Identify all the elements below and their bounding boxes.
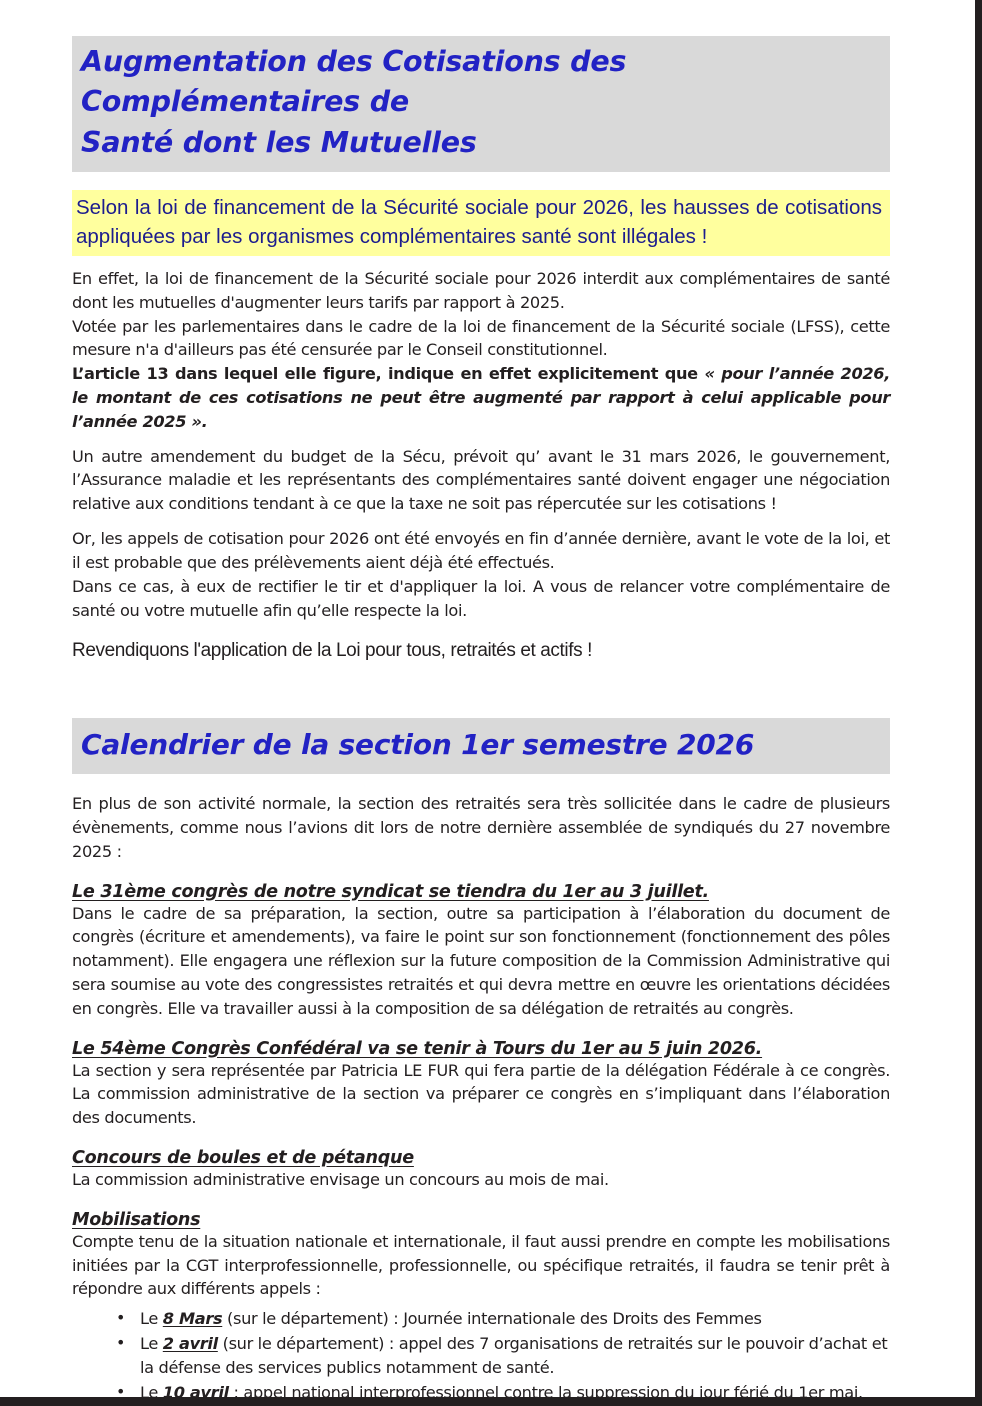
highlighted-lead-paragraph: Selon la loi de financement de la Sécurité sociale pour 2026, les hausses de cotisations appliquées par les organismes complémentaires santé sont illégales ! — [72, 190, 890, 256]
paragraph-congres-preparation: Dans le cadre de sa préparation, la section, outre sa participation à l’élaboration du document de congrès (écriture et amendements), va faire le point sur son fonctionnement (fonctionnement des pôles notamment). Elle engagera une réflexion sur la future composition de la Commission Administrative qui sera soumise au vote des congressistes retraités et qui devra mettre en œuvre les orientations décidées en congrès. Elle va travailler aussi à la composition de sa délégation de retraités au congrès. — [72, 903, 890, 1018]
mobilisations-bullet-list — [72, 1307, 890, 1404]
paragraph-calendrier-intro: En plus de son activité normale, la section des retraités sera très sollicitée dans le cadre de plusieurs évènements, comme nous l’avions dit lors de notre dernière assemblée de syndiqués du 27 novembre 2025 : — [72, 794, 890, 861]
spacer — [72, 774, 890, 792]
article-13-lead-in: L’article 13 dans lequel elle figure, indique en effet explicitement que — [72, 364, 705, 384]
bullet-text: (sur le département) : appel des 7 organisations de retraités sur le pouvoir d’achat et la défense des services publics notamment de santé. — [140, 1334, 888, 1377]
bullet-prefix: Le — [140, 1309, 163, 1329]
spacer — [72, 434, 890, 445]
paragraph-rectifier: Dans ce cas, à eux de rectifier le tir et d'appliquer la loi. A vous de relancer votre complémentaire de santé ou votre mutuelle afin qu’elle respecte la loi. — [72, 576, 890, 620]
list-item — [116, 1381, 890, 1405]
spacer — [72, 256, 890, 267]
bullet-date: 8 Mars — [162, 1309, 223, 1329]
subsection-congres-syndicat — [72, 882, 890, 1021]
spacer — [72, 1021, 890, 1039]
slogan-revendiquons: Revendiquons l'application de la Loi pour tous, retraités et actifs ! — [72, 640, 592, 662]
paragraph-mobilisations: Compte tenu de la situation nationale et internationale, il faut aussi prendre en compte les mobilisations initiées par la CGT interprofessionnelle, professionnelle, ou spécifique retraités, il faudra se tenir prêt à répondre aux différents appels : — [72, 1231, 890, 1299]
list-item — [116, 1332, 890, 1380]
bullet-text: (sur le département) : Journée internationale des Droits des Femmes — [222, 1309, 762, 1329]
subsection-congres-confederal — [72, 1039, 890, 1130]
spacer — [72, 662, 890, 718]
paragraph-article-13 — [72, 362, 890, 433]
bullet-text: : appel national interprofessionnel contre la suppression du jour férié du 1er mai. — [228, 1382, 863, 1402]
subsection-petanque — [72, 1148, 890, 1192]
spacer — [72, 1192, 890, 1210]
spacer — [72, 1130, 890, 1148]
bullet-prefix: Le — [140, 1382, 163, 1402]
spacer — [72, 622, 890, 640]
subheading-54eme-congres: Le 54ème Congrès Confédéral va se tenir à Tours du 1er au 5 juin 2026. — [72, 1038, 763, 1059]
spacer — [72, 864, 890, 882]
bullet-date: 2 avril — [162, 1334, 218, 1354]
paragraph-congres-confederal: La section y sera représentée par Patricia LE FUR qui fera partie de la délégation Fédérale à ce congrès. La commission administrative de la section va préparer ce congrès en s’impliquant dans l’élaboration des documents. — [72, 1060, 890, 1128]
list-item — [116, 1307, 890, 1331]
article-13-quote: « pour l’année 2026, le montant de ces cotisations ne peut être augmenté par rapport à celui applicable pour l’année 2025 ». — [72, 364, 890, 431]
subheading-mobilisations: Mobilisations — [72, 1209, 201, 1230]
paragraph-votee: Votée par les parlementaires dans le cadre de la loi de financement de la Sécurité sociale (LFSS), cette mesure n'a d'ailleurs pas été censurée par le Conseil constitutionnel. — [72, 316, 890, 360]
paragraph-petanque: La commission administrative envisage un concours au mois de mai. — [72, 1170, 609, 1190]
subheading-concours-petanque: Concours de boules et de pétanque — [72, 1148, 414, 1169]
section-1-heading-line-2: Santé dont les Mutuelles — [81, 125, 477, 159]
section-1-heading-line-1: Augmentation des Cotisations des Complémentaires de — [81, 45, 627, 119]
document-content — [72, 36, 890, 1406]
spacer — [72, 516, 890, 527]
spacer — [72, 172, 890, 190]
bullet-prefix: Le — [140, 1334, 163, 1354]
subheading-31eme-congres: Le 31ème congrès de notre syndicat se tiendra du 1er au 3 juillet. — [72, 881, 709, 902]
paragraph-amendement: Un autre amendement du budget de la Sécu, prévoit qu’ avant le 31 mars 2026, le gouvernement, l’Assurance maladie et les représentants des complémentaires santé doivent engager une négociation relative aux conditions tendant à ce que la taxe ne soit pas répercutée sur les cotisations ! — [72, 446, 890, 514]
paragraph-en-effet: En effet, la loi de financement de la Sécurité sociale pour 2026 interdit aux complémentaires de santé dont les mutuelles d'augmenter leurs tarifs par rapport à 2025. — [72, 268, 890, 312]
paragraph-appels-cotisation: Or, les appels de cotisation pour 2026 ont été envoyés en fin d’année dernière, avant le vote de la loi, et il est probable que des prélèvements aient déjà été effectués. — [72, 529, 890, 572]
subsection-mobilisations — [72, 1210, 890, 1405]
bullet-date: 10 avril — [162, 1382, 229, 1402]
section-2-heading-band: Calendrier de la section 1er semestre 2026 — [72, 718, 890, 774]
section-1-heading-band — [72, 36, 890, 172]
